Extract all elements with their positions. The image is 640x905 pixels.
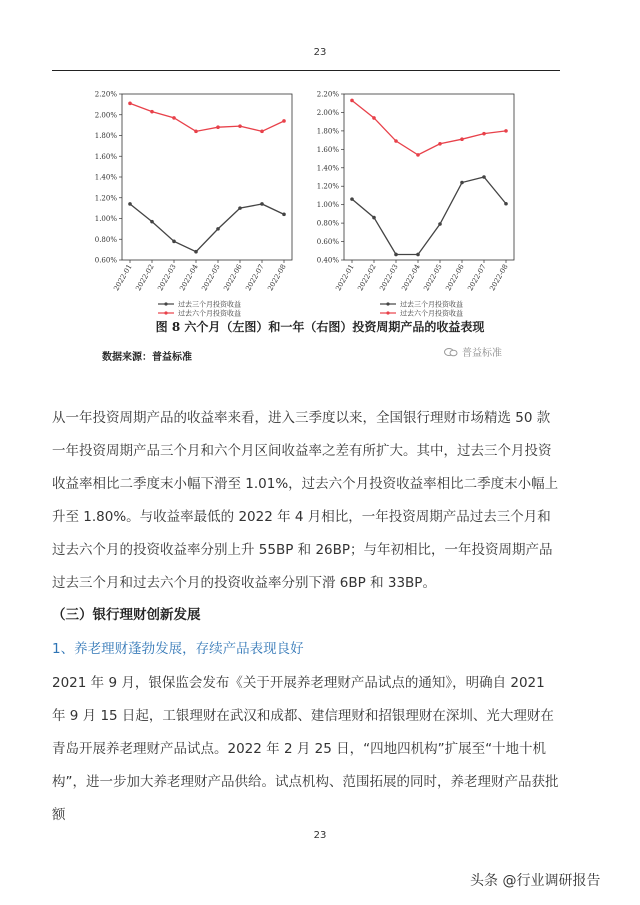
- left-chart-legend-label: 过去六个月投资收益: [178, 309, 241, 318]
- right-chart-legend-marker: [386, 302, 389, 305]
- chart-six-month-svg: [80, 84, 298, 318]
- left-chart-x-tick-label: 2022-04: [178, 263, 200, 293]
- right-chart-series-1-point: [350, 99, 354, 103]
- right-chart-x-tick-label: 2022-06: [444, 263, 466, 293]
- right-chart-y-tick-label: 1.40%: [316, 164, 339, 173]
- right-chart-y-tick-label: 2.00%: [316, 108, 339, 117]
- left-chart-x-tick-label: 2022-06: [222, 263, 244, 293]
- left-chart-series-0-point: [150, 220, 154, 224]
- right-chart-y-tick-label: 2.20%: [316, 90, 339, 99]
- figure-source: 数据来源：普益标准: [102, 352, 192, 363]
- right-chart-y-tick-label: 0.60%: [316, 238, 339, 247]
- right-chart-series-1-point: [372, 116, 376, 120]
- right-chart-series-1-point: [394, 139, 398, 143]
- right-chart-x-tick-label: 2022-03: [378, 263, 400, 293]
- right-chart-series-1-point: [482, 132, 486, 136]
- left-chart-series-0-point: [172, 240, 176, 244]
- left-chart-y-tick-label: 1.00%: [94, 215, 117, 223]
- left-chart-series-1-point: [260, 130, 264, 134]
- right-chart-y-tick-label: 0.40%: [316, 256, 339, 265]
- right-chart-plot-frame: [344, 94, 514, 260]
- figure-watermark-text: 普益标准: [462, 348, 502, 359]
- left-chart-series-1-point: [172, 116, 176, 120]
- left-chart-x-tick-label: 2022-02: [134, 263, 156, 293]
- paragraph-yield-analysis: 从一年投资周期产品的收益率来看，进入三季度以来，全国银行理财市场精选 50 款一年投资周期产品三个月和六个月区间收益率之差有所扩大。其中，过去三个月投资收益率相比二季度末小幅下滑至 1.01%，过去六个月投资收益率相比二季度末小幅上升至 1.80%。与收益率最低的 2022 年 4 月相比，一年投资周期产品过去三个月和过去六个月的投资收益率分别上升 55BP 和 26BP；与年初相比，一年投资周期产品过去三个月和过去六个月的投资收益率分别下滑 6BP 和 33BP。: [52, 410, 559, 591]
- right-chart-series-line-1: [352, 100, 506, 154]
- right-chart-x-tick-label: 2022-05: [422, 263, 444, 293]
- wechat-icon: [444, 347, 458, 357]
- chart-one-year: [302, 84, 520, 318]
- left-chart-series-0-point: [216, 227, 220, 231]
- right-chart-series-0-point: [372, 216, 376, 220]
- section-heading: （三）银行理财创新发展: [52, 607, 201, 623]
- right-chart-series-1-point: [438, 142, 442, 146]
- paragraph-pension-products: 2021 年 9 月，银保监会发布《关于开展养老理财产品试点的通知》，明确自 2021 年 9 月 15 日起，工银理财在武汉和成都、建信理财和招银理财在深圳、光大理财在青岛开展养老理财产品试点。2022 年 2 月 25 日，“四地四机构”扩展至“十地十机构”，进一步加大养老理财产品供给。试点机构、范围拓展的同时，养老理财产品获批额: [52, 675, 559, 823]
- left-chart-x-tick-label: 2022-07: [244, 263, 266, 293]
- right-chart-series-line-0: [352, 177, 506, 254]
- left-chart-series-0-point: [238, 206, 242, 210]
- left-chart-series-1-point: [216, 125, 220, 129]
- subheading: 1、养老理财蓬勃发展，存续产品表现良好: [52, 641, 304, 657]
- right-chart-y-tick-label: 0.80%: [316, 219, 339, 228]
- figure-caption: 图 8 六个月（左图）和一年（右图）投资周期产品的收益表现: [155, 320, 485, 334]
- left-chart-y-tick-label: 1.20%: [94, 194, 117, 203]
- right-chart-x-tick-label: 2022-07: [466, 263, 488, 293]
- right-chart-series-0-point: [394, 253, 398, 257]
- right-chart-y-tick-label: 1.00%: [316, 201, 339, 210]
- right-chart-series-0-point: [482, 175, 486, 179]
- right-chart-series-0-point: [504, 202, 508, 206]
- left-chart-x-tick-label: 2022-05: [200, 263, 222, 293]
- left-chart-series-1-point: [282, 119, 286, 123]
- right-chart-legend-label: 过去六个月投资收益: [400, 309, 463, 318]
- left-chart-legend-marker: [164, 311, 167, 314]
- left-chart-series-line-0: [130, 204, 284, 252]
- right-chart-series-0-point: [438, 222, 442, 226]
- left-chart-series-1-point: [128, 102, 132, 106]
- right-chart-x-tick-label: 2022-01: [334, 263, 356, 293]
- left-chart-y-tick-label: 1.40%: [94, 173, 117, 182]
- right-chart-series-1-point: [416, 153, 420, 157]
- page-number-top: 23: [313, 47, 327, 58]
- right-chart-series-0-point: [460, 181, 464, 185]
- right-chart-x-tick-label: 2022-04: [400, 263, 422, 293]
- left-chart-series-1-point: [194, 130, 198, 134]
- page-number-bottom: 23: [313, 830, 327, 841]
- left-chart-y-tick-label: 2.00%: [94, 111, 117, 120]
- left-chart-series-0-point: [128, 202, 132, 206]
- left-chart-series-0-point: [260, 202, 264, 206]
- chart-one-year-svg: [302, 84, 520, 318]
- right-chart-series-1-point: [460, 137, 464, 141]
- left-chart-x-tick-label: 2022-01: [112, 263, 134, 293]
- left-chart-series-1-point: [238, 124, 242, 128]
- left-chart-series-0-point: [194, 250, 198, 254]
- left-chart-series-line-1: [130, 103, 284, 131]
- bottom-watermark: 头条 @行业调研报告: [470, 873, 601, 889]
- right-chart-x-tick-label: 2022-08: [488, 263, 510, 293]
- left-chart-y-tick-label: 1.80%: [94, 132, 117, 140]
- left-chart-legend-marker: [164, 302, 167, 305]
- right-chart-y-tick-label: 1.80%: [316, 127, 339, 136]
- left-chart-y-tick-label: 2.20%: [94, 90, 117, 99]
- left-chart-x-tick-label: 2022-08: [266, 263, 288, 293]
- left-chart-y-tick-label: 1.60%: [94, 152, 117, 161]
- left-chart-x-tick-label: 2022-03: [156, 263, 178, 293]
- right-chart-x-tick-label: 2022-02: [356, 263, 378, 293]
- header-rule: [52, 70, 560, 71]
- right-chart-series-1-point: [504, 129, 508, 133]
- right-chart-y-tick-label: 1.20%: [316, 182, 339, 191]
- left-chart-legend-label: 过去三个月投资收益: [178, 300, 241, 309]
- right-chart-series-0-point: [350, 197, 354, 201]
- right-chart-series-0-point: [416, 253, 420, 257]
- left-chart-series-0-point: [282, 213, 286, 217]
- left-chart-plot-frame: [122, 94, 292, 260]
- left-chart-y-tick-label: 0.60%: [94, 256, 117, 265]
- right-chart-legend-marker: [386, 311, 389, 314]
- left-chart-series-1-point: [150, 110, 154, 114]
- right-chart-legend-label: 过去三个月投资收益: [400, 300, 463, 309]
- right-chart-y-tick-label: 1.60%: [316, 145, 339, 154]
- chart-six-month: [80, 84, 298, 318]
- figure-watermark: [444, 344, 502, 359]
- left-chart-y-tick-label: 0.80%: [94, 235, 117, 244]
